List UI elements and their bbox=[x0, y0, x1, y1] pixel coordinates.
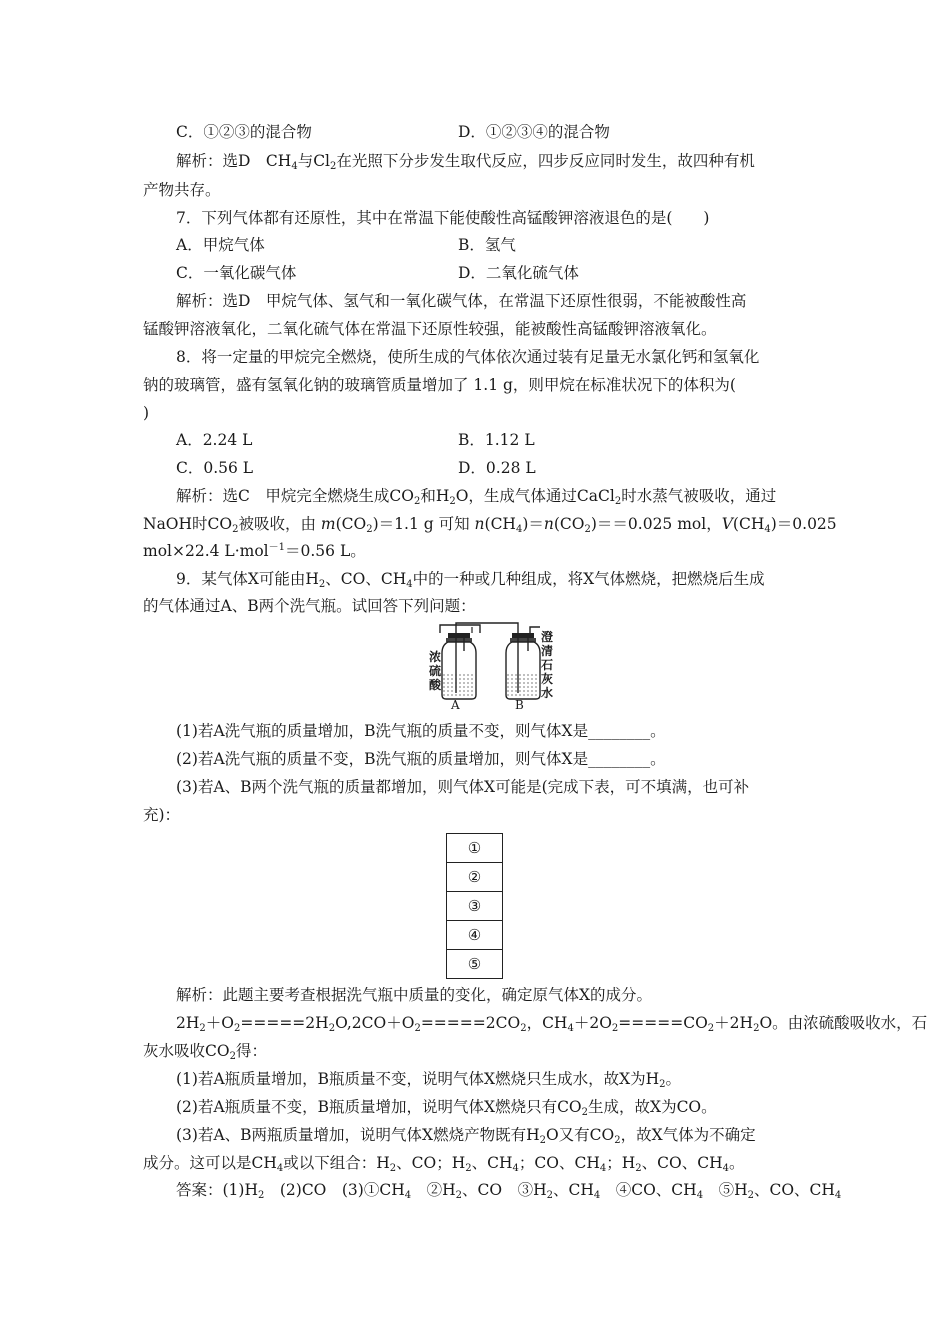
bottle-a-reagent-label: 浓 硫 酸 bbox=[428, 650, 441, 692]
q9-equation-line: $2H_2+O_2=====2H_2O,2CO+O_2=====2CO_2$，$CH_4+2O_2=====CO_2+2H_2O$。由浓硫酸吸收水，石 bbox=[176, 1014, 928, 1034]
table-row bbox=[447, 950, 503, 979]
q7-explanation-line1: 解析：选D 甲烷气体、氢气和一氧化碳气体，在常温下还原性很弱，不能被酸性高 bbox=[176, 292, 747, 310]
table-cell: ② bbox=[447, 863, 503, 892]
q9-sub-question-2: (2)若A洗气瓶的质量不变，B洗气瓶的质量增加，则气体X是________。 bbox=[176, 750, 666, 768]
table-cell: ① bbox=[447, 834, 503, 863]
q9-sub-question-3-line2: 充)： bbox=[143, 806, 181, 824]
q6-explanation-line2: 产物共存。 bbox=[143, 181, 221, 199]
q8-explanation-line1: 解析：选C 甲烷完全燃烧生成$CO_2$和$H_2O$，生成气体通过CaCl$_2$时水蒸气被吸收，通过 bbox=[176, 487, 777, 507]
q6-explanation-line1: 解析：选D $CH_4$与$Cl_2$在光照下分步发生取代反应，四步反应同时发生，故四种有机 bbox=[176, 152, 755, 172]
table-row bbox=[447, 834, 503, 863]
q7-option-c: C．一氧化碳气体 bbox=[176, 264, 297, 282]
q7-option-d: D．二氧化硫气体 bbox=[458, 264, 579, 282]
q7-explanation-line2: 锰酸钾溶液氧化，二氧化硫气体在常温下还原性较强，能被酸性高锰酸钾溶液氧化。 bbox=[143, 320, 717, 338]
table-row bbox=[447, 892, 503, 921]
q9-explanation-line1: 解析：此题主要考查根据洗气瓶中质量的变化，确定原气体X的成分。 bbox=[176, 986, 653, 1004]
q8-option-d: D．0.28 L bbox=[458, 459, 536, 477]
q6-option-c: C．①②③的混合物 bbox=[176, 123, 312, 141]
bottle-b-label: B bbox=[515, 698, 524, 712]
q9-sub-question-3-line1: (3)若A、B两个洗气瓶的质量都增加，则气体X可能是(完成下表，可不填满，也可补 bbox=[176, 778, 750, 796]
q8-option-c: C．0.56 L bbox=[176, 459, 254, 477]
q7-stem: 7．下列气体都有还原性，其中在常温下能使酸性高锰酸钾溶液退色的是( ) bbox=[176, 209, 710, 227]
table-row bbox=[447, 921, 503, 950]
q7-option-b: B．氢气 bbox=[458, 236, 516, 254]
q9-stem-line1: 9．某气体X可能由$H_2$、CO、$CH_4$中的一种或几种组成，将X气体燃烧，把燃烧后生成 bbox=[176, 570, 765, 590]
q9-stem-line2: 的气体通过A、B两个洗气瓶。试回答下列问题： bbox=[143, 597, 476, 615]
q8-option-b: B．1.12 L bbox=[458, 431, 535, 449]
q9-explanation-3-line1: (3)若A、B两瓶质量增加，说明气体X燃烧产物既有$H_2O$又有$CO_2$，故X气体为不确定 bbox=[176, 1126, 756, 1146]
q8-option-a: A．2.24 L bbox=[176, 431, 253, 449]
bottle-a-label: A bbox=[451, 698, 460, 712]
q9-explanation-3-line2: 成分。这可以是$CH_4$或以下组合：$H_2$、CO；$H_2$、$CH_4$；CO、$CH_4$；$H_2$、CO、$CH_4$。 bbox=[143, 1154, 745, 1174]
q9-equation-line2: 灰水吸收$CO_2$得： bbox=[143, 1042, 267, 1062]
bottle-b-reagent-label: 澄 清 石 灰 水 bbox=[540, 630, 553, 700]
q9-sub-question-1: (1)若A洗气瓶的质量增加，B洗气瓶的质量不变，则气体X是________。 bbox=[176, 722, 666, 740]
gas-washing-bottles-diagram bbox=[428, 621, 558, 711]
q6-option-d: D．①②③④的混合物 bbox=[458, 123, 610, 141]
q7-option-a: A．甲烷气体 bbox=[176, 236, 265, 254]
table-cell: ⑤ bbox=[447, 950, 503, 979]
table-row bbox=[447, 863, 503, 892]
q9-explanation-2: (2)若A瓶质量不变，B瓶质量增加，说明气体X燃烧只有$CO_2$生成，故X为CO。 bbox=[176, 1098, 717, 1118]
q8-explanation-line3: mol×22.4 L·mol$^{-1}$＝0.56 L。 bbox=[143, 542, 366, 560]
q8-stem-line2: 钠的玻璃管，盛有氢氧化钠的玻璃管质量增加了 1.1 g，则甲烷在标准状况下的体积为( bbox=[143, 376, 736, 394]
q9-explanation-1: (1)若A瓶质量增加，B瓶质量不变，说明气体X燃烧只生成水，故X为$H_2$。 bbox=[176, 1070, 682, 1090]
table-cell: ④ bbox=[447, 921, 503, 950]
q9-answer: 答案：$(1)H_2$ (2)CO $(3)①CH_4$ $②H_2$、CO $③H_2$、$CH_4$ ④CO、$CH_4$ $⑤H_2$、CO、$CH_4$ bbox=[176, 1181, 842, 1201]
q8-stem-line3: ) bbox=[143, 404, 150, 422]
answer-table bbox=[446, 833, 503, 979]
q8-explanation-line2: NaOH时$CO_2$被吸收，由 $m(CO_2)=1.1$ g 可知 $n(CH_4)=n(CO_2)==0.025$ mol，$V(CH_4)=0.025$ bbox=[143, 515, 837, 535]
table-cell: ③ bbox=[447, 892, 503, 921]
q8-stem-line1: 8．将一定量的甲烷完全燃烧，使所生成的气体依次通过装有足量无水氯化钙和氢氧化 bbox=[176, 348, 760, 366]
